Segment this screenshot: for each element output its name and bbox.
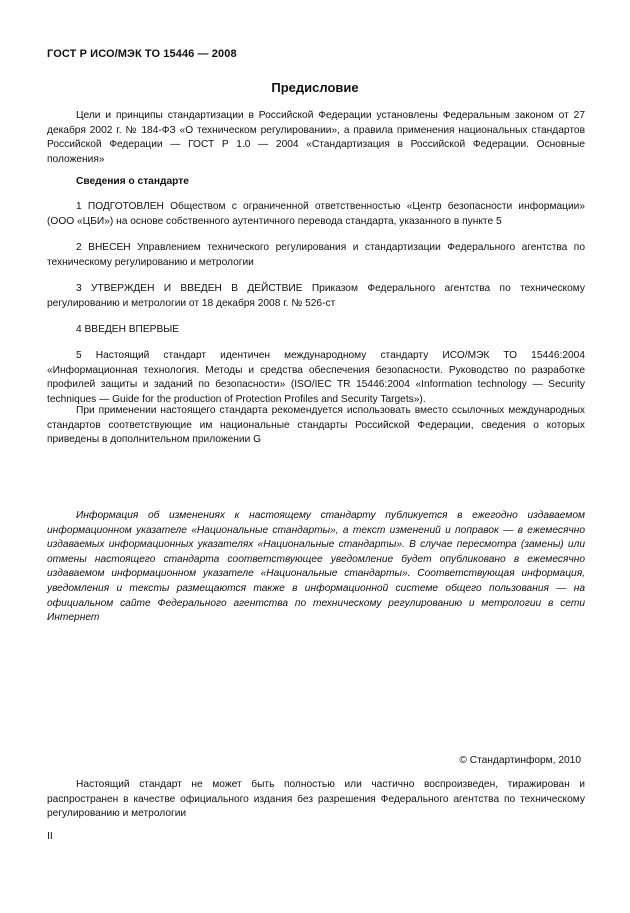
copyright: © Стандартинформ, 2010 (459, 755, 581, 766)
item-5-note: При применении настоящего стандарта рекомендуется использовать вместо ссылочных международных стандартов соответствующие им национальные стандарты Российской Федерации, сведения о которых приведены в дополнительном приложении G (47, 405, 585, 446)
page-number: II (47, 830, 53, 842)
page-title: Предисловие (271, 80, 359, 95)
intro-paragraph: Цели и принципы стандартизации в Российской Федерации установлены Федеральным законом от 27 декабря 2002 г. № 184-ФЗ «О техническом регулировании», а правила применения национальных стандартов Российской Федерации — ГОСТ Р 1.0 — 2004 «Стандартизация в Российской Федерации. Основные положения» (47, 110, 585, 165)
item-5: 5 Настоящий стандарт идентичен международному стандарту ИСО/МЭК ТО 15446:2004 «Информационная технология. Методы и средства обеспечения безопасности. Руководство по разработке профилей защиты и заданий по безопасности» (ISO/IEC TR 15446:2004 «Information technology — Security techniques — Guide for the production of Protection Profiles and Security Targets»). (47, 350, 585, 405)
item-4: 4 ВВЕДЕН ВПЕРВЫЕ (76, 324, 180, 335)
item-3: 3 УТВЕРЖДЕН И ВВЕДЕН В ДЕЙСТВИЕ Приказом Федерального агентства по техническому регулированию и метрологии от 18 декабря 2008 г. № 526-ст (47, 283, 585, 309)
item-2: 2 ВНЕСЕН Управлением технического регулирования и стандартизации Федерального агентства по техническому регулированию и метрологии (47, 242, 585, 268)
changes-info: Информация об изменениях к настоящему стандарту публикуется в ежегодно издаваемом информационном указателе «Национальные стандарты», а текст изменений и поправок — в ежемесячно издаваемых информационных указателях «Национальные стандарты». В случае пересмотра (замены) или отмены настоящего стандарта соответствующее уведомление будет опубликовано в ежемесячно издаваемом информационном указателе «Национальные стандарты». Соответствующая информация, уведомления и тексты размещаются также в информационной системе общего пользования — на официальном сайте Федерального агентства по техническому регулированию и метрологии в сети Интернет (47, 510, 585, 624)
item-1: 1 ПОДГОТОВЛЕН Обществом с ограниченной ответственностью «Центр безопасности информации» (ООО «ЦБИ») на основе собственного аутентичного перевода стандарта, указанного в пункте 5 (47, 201, 585, 227)
reproduction-notice: Настоящий стандарт не может быть полностью или частично воспроизведен, тиражирован и распространен в качестве официального издания без разрешения Федерального агентства по техническому регулированию и метрологии (47, 779, 585, 820)
running-header: ГОСТ Р ИСО/МЭК ТО 15446 — 2008 (47, 48, 237, 60)
section-title: Сведения о стандарте (76, 176, 189, 187)
